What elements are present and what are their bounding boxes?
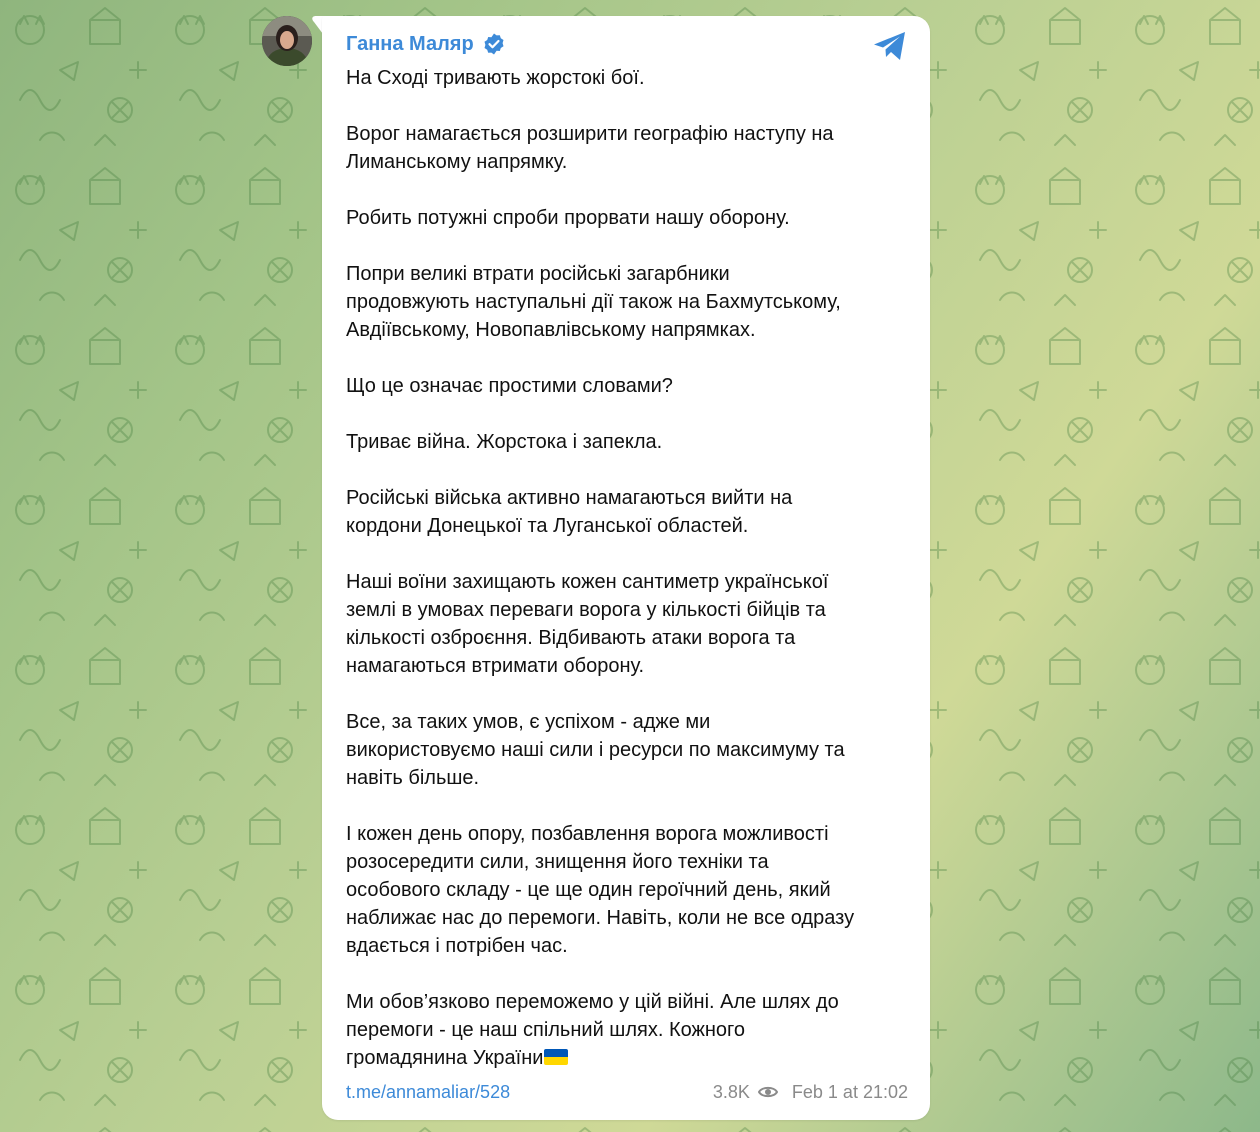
message-paragraph: Що це означає простими словами? <box>346 375 673 397</box>
view-count: 3.8K <box>712 1082 750 1102</box>
channel-header[interactable] <box>346 32 506 56</box>
message-bubble <box>322 16 930 1120</box>
message-paragraph: І кожен день опору, позбавлення ворога можливості розосередити сили, знищення його техніки та особового складу - це ще один героїчний день, який наближає нас до перемоги. Навіть, коли не все одразу вдається і потрібен час. <box>346 823 855 957</box>
post-date: Feb 1 at 21:02 <box>791 1082 908 1102</box>
message-paragraph: Російські війська активно намагаються вийти на кордони Донецької та Луганської областей. <box>346 487 793 537</box>
message-paragraph: Попри великі втрати російські загарбники продовжують наступальні дії також на Бахмутському, Авдіївському, Новопавлівському напрямках. <box>346 263 841 341</box>
message-text <box>346 64 916 1072</box>
message-paragraph: Ми обов’язково переможемо у цій війні. Але шлях до перемоги - це наш спільний шлях. Кожного громадянина України <box>346 991 839 1069</box>
ukraine-flag-icon <box>544 1049 568 1065</box>
post-link[interactable]: t.me/annamaliar/528 <box>346 1082 511 1102</box>
message-paragraph: Наші воїни захищають кожен сантиметр української землі в умовах переваги ворога у кількості бійців та кількості озброєння. Відбивають атаки ворога та намагаються втримати оборону. <box>346 571 829 677</box>
message-paragraph: Все, за таких умов, є успіхом - адже ми використовуємо наші сили і ресурси по максимуму та навіть більше. <box>346 711 845 789</box>
share-icon[interactable] <box>872 30 908 62</box>
message-paragraph: Ворог намагається розширити географію наступу на Лиманському напрямку. <box>346 123 834 173</box>
verified-badge-icon <box>482 32 506 56</box>
message-meta <box>713 1080 908 1104</box>
message-footer <box>346 1080 908 1104</box>
message-paragraph: На Сході тривають жорстокі бої. <box>346 67 645 89</box>
channel-avatar[interactable] <box>262 16 312 66</box>
eye-icon <box>758 1085 778 1099</box>
channel-name[interactable]: Ганна Маляр <box>346 33 474 55</box>
message-paragraph: Триває війна. Жорстока і запекла. <box>346 431 663 453</box>
message-paragraph: Робить потужні спроби прорвати нашу оборону. <box>346 207 790 229</box>
